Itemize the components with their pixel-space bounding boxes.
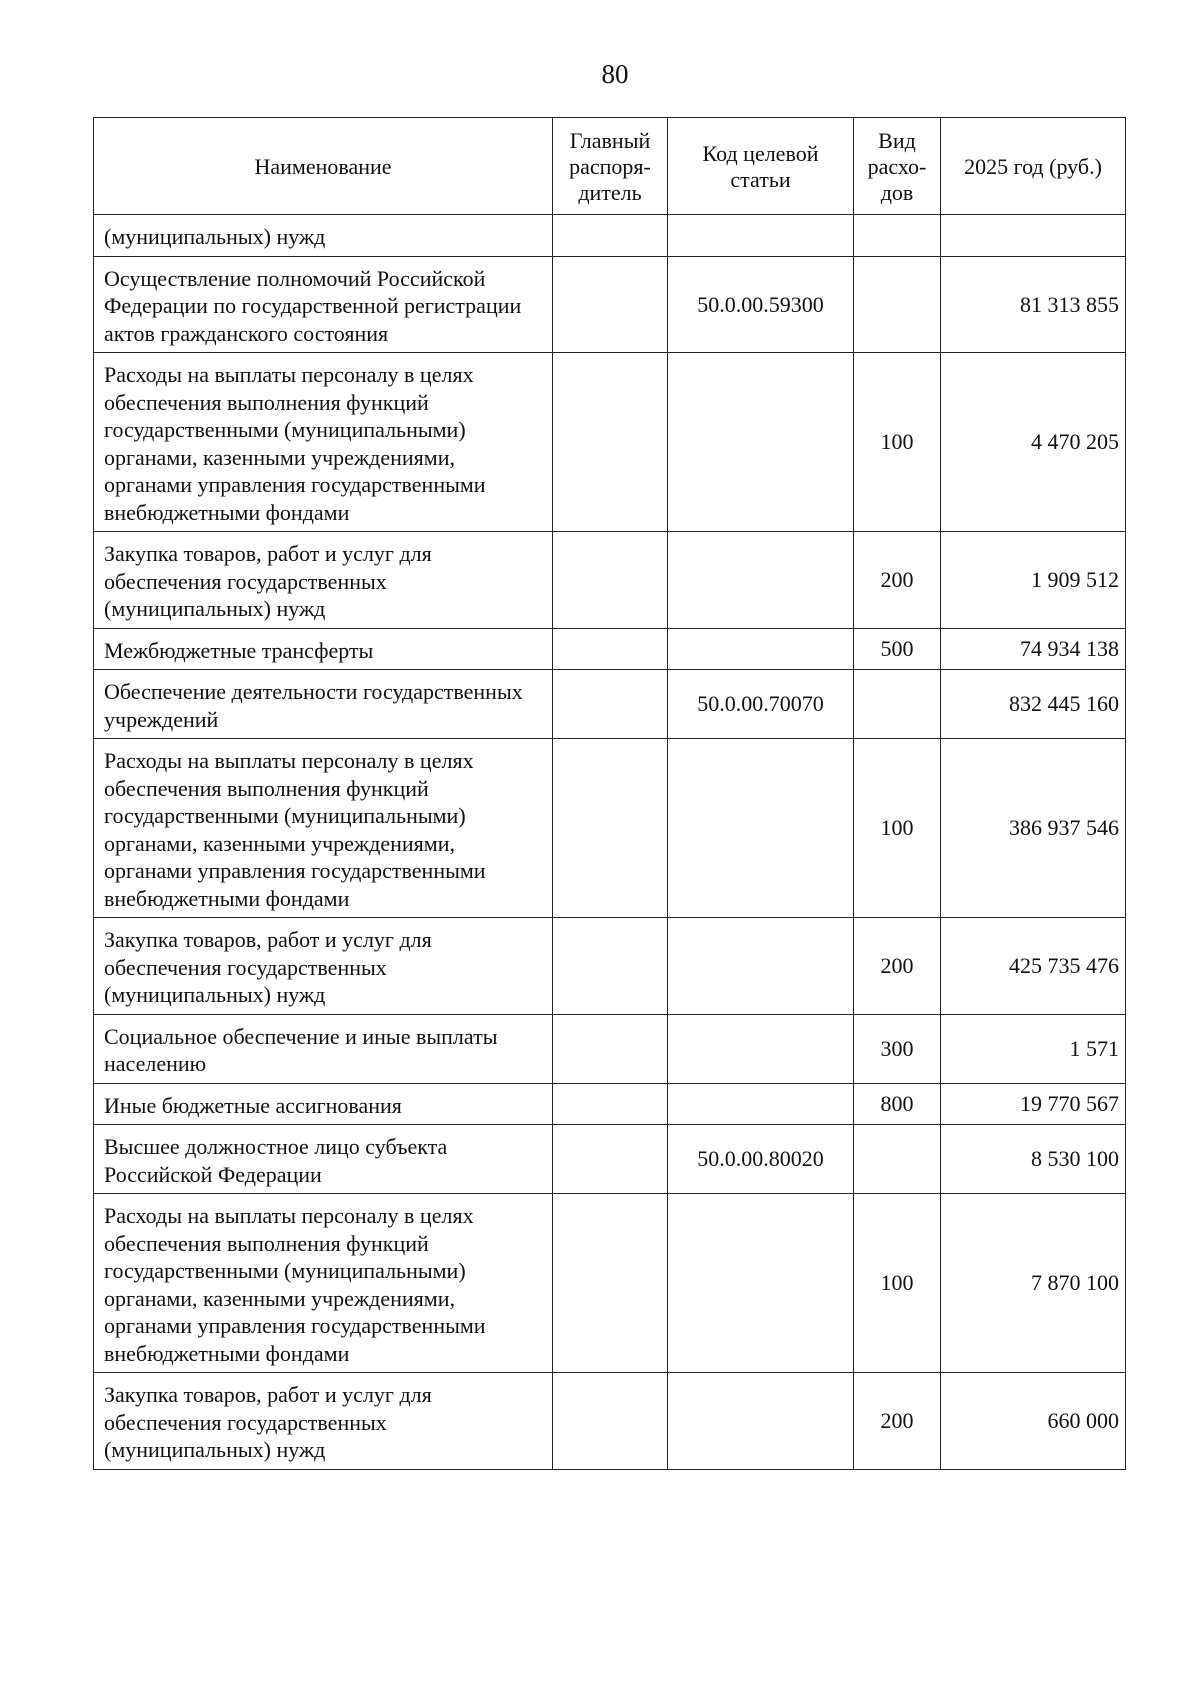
row-expense-type-cell bbox=[854, 256, 941, 353]
row-name-cell: Осуществление полномочий Российской Федерации по государственной регистрации актов гражданского состояния bbox=[94, 256, 553, 353]
row-target-code-cell: 50.0.00.59300 bbox=[668, 256, 854, 353]
table-row bbox=[94, 1083, 1126, 1125]
table-row bbox=[94, 670, 1126, 739]
row-target-code-cell bbox=[668, 1373, 854, 1470]
row-amount-cell: 81 313 855 bbox=[941, 256, 1126, 353]
table-row bbox=[94, 739, 1126, 918]
row-amount-cell: 8 530 100 bbox=[941, 1125, 1126, 1194]
row-name-cell: Расходы на выплаты персоналу в целях обеспечения выполнения функций государственными (муниципальными) органами, казенными учреждениями, органами управления государственными внебюджетными фондами bbox=[94, 1194, 553, 1373]
row-name-cell: (муниципальных) нужд bbox=[94, 215, 553, 257]
table-row bbox=[94, 353, 1126, 532]
row-target-code-cell bbox=[668, 353, 854, 532]
row-amount-cell: 386 937 546 bbox=[941, 739, 1126, 918]
table-row bbox=[94, 1014, 1126, 1083]
header-administrator: Главный распоря-дитель bbox=[553, 118, 668, 215]
table-row bbox=[94, 628, 1126, 670]
row-administrator-cell bbox=[553, 1083, 668, 1125]
row-administrator-cell bbox=[553, 1373, 668, 1470]
row-administrator-cell bbox=[553, 628, 668, 670]
table-row bbox=[94, 1194, 1126, 1373]
row-administrator-cell bbox=[553, 670, 668, 739]
table-row bbox=[94, 1373, 1126, 1470]
row-name-cell: Закупка товаров, работ и услуг для обеспечения государственных (муниципальных) нужд bbox=[94, 532, 553, 629]
row-administrator-cell bbox=[553, 256, 668, 353]
row-target-code-cell bbox=[668, 918, 854, 1015]
row-administrator-cell bbox=[553, 918, 668, 1015]
table-row bbox=[94, 215, 1126, 257]
row-expense-type-cell bbox=[854, 215, 941, 257]
row-amount-cell: 832 445 160 bbox=[941, 670, 1126, 739]
header-name: Наименование bbox=[94, 118, 553, 215]
row-target-code-cell bbox=[668, 739, 854, 918]
row-amount-cell: 1 909 512 bbox=[941, 532, 1126, 629]
row-amount-cell: 7 870 100 bbox=[941, 1194, 1126, 1373]
row-target-code-cell bbox=[668, 215, 854, 257]
row-amount-cell: 74 934 138 bbox=[941, 628, 1126, 670]
row-target-code-cell bbox=[668, 1083, 854, 1125]
row-target-code-cell bbox=[668, 1194, 854, 1373]
row-target-code-cell bbox=[668, 1014, 854, 1083]
row-target-code-cell: 50.0.00.70070 bbox=[668, 670, 854, 739]
row-expense-type-cell bbox=[854, 1125, 941, 1194]
row-administrator-cell bbox=[553, 1014, 668, 1083]
header-target-code: Код целевой статьи bbox=[668, 118, 854, 215]
table-row bbox=[94, 256, 1126, 353]
row-name-cell: Закупка товаров, работ и услуг для обеспечения государственных (муниципальных) нужд bbox=[94, 1373, 553, 1470]
row-administrator-cell bbox=[553, 532, 668, 629]
row-name-cell: Обеспечение деятельности государственных учреждений bbox=[94, 670, 553, 739]
row-amount-cell: 660 000 bbox=[941, 1373, 1126, 1470]
row-expense-type-cell: 200 bbox=[854, 918, 941, 1015]
row-name-cell: Расходы на выплаты персоналу в целях обеспечения выполнения функций государственными (муниципальными) органами, казенными учреждениями, органами управления государственными внебюджетными фондами bbox=[94, 739, 553, 918]
row-target-code-cell bbox=[668, 628, 854, 670]
row-expense-type-cell: 200 bbox=[854, 1373, 941, 1470]
table-header-row bbox=[94, 118, 1126, 215]
row-name-cell: Закупка товаров, работ и услуг для обеспечения государственных (муниципальных) нужд bbox=[94, 918, 553, 1015]
row-administrator-cell bbox=[553, 215, 668, 257]
table-row bbox=[94, 918, 1126, 1015]
page-number: 80 bbox=[601, 59, 629, 89]
row-target-code-cell: 50.0.00.80020 bbox=[668, 1125, 854, 1194]
row-name-cell: Социальное обеспечение и иные выплаты населению bbox=[94, 1014, 553, 1083]
row-name-cell: Межбюджетные трансферты bbox=[94, 628, 553, 670]
row-amount-cell: 4 470 205 bbox=[941, 353, 1126, 532]
budget-table bbox=[93, 117, 1126, 1470]
row-expense-type-cell bbox=[854, 670, 941, 739]
row-expense-type-cell: 800 bbox=[854, 1083, 941, 1125]
row-expense-type-cell: 500 bbox=[854, 628, 941, 670]
row-expense-type-cell: 100 bbox=[854, 353, 941, 532]
header-amount: 2025 год (руб.) bbox=[941, 118, 1126, 215]
row-administrator-cell bbox=[553, 353, 668, 532]
row-administrator-cell bbox=[553, 1194, 668, 1373]
row-amount-cell: 425 735 476 bbox=[941, 918, 1126, 1015]
row-administrator-cell bbox=[553, 739, 668, 918]
table-row bbox=[94, 1125, 1126, 1194]
row-administrator-cell bbox=[553, 1125, 668, 1194]
row-expense-type-cell: 100 bbox=[854, 1194, 941, 1373]
row-amount-cell bbox=[941, 215, 1126, 257]
row-expense-type-cell: 300 bbox=[854, 1014, 941, 1083]
table-row bbox=[94, 532, 1126, 629]
row-name-cell: Высшее должностное лицо субъекта Российской Федерации bbox=[94, 1125, 553, 1194]
row-target-code-cell bbox=[668, 532, 854, 629]
row-name-cell: Расходы на выплаты персоналу в целях обеспечения выполнения функций государственными (муниципальными) органами, казенными учреждениями, органами управления государственными внебюджетными фондами bbox=[94, 353, 553, 532]
row-amount-cell: 1 571 bbox=[941, 1014, 1126, 1083]
row-amount-cell: 19 770 567 bbox=[941, 1083, 1126, 1125]
row-expense-type-cell: 100 bbox=[854, 739, 941, 918]
header-expense-type: Вид расхо-дов bbox=[854, 118, 941, 215]
row-name-cell: Иные бюджетные ассигнования bbox=[94, 1083, 553, 1125]
row-expense-type-cell: 200 bbox=[854, 532, 941, 629]
